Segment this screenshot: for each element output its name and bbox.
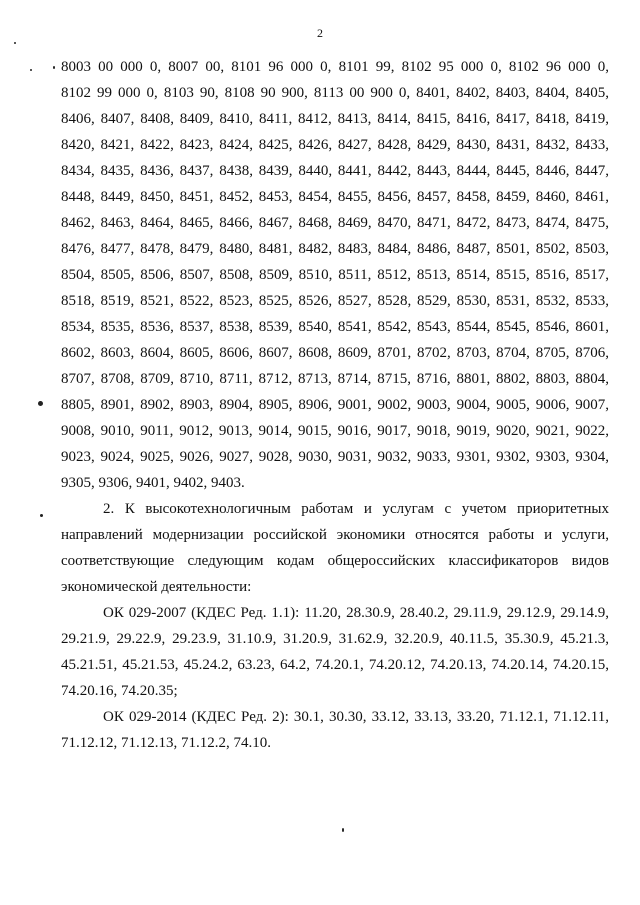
codes-line: 8406, 8407, 8408, 8409, 8410, 8411, 8412, 8413, 8414, 8415, 8416, 8417, 8418, 8419,	[61, 111, 609, 127]
okved-2007-line: ОК 029-2007 (КДЕС Ред. 1.1): 11.20, 28.30.9, 28.40.2, 29.11.9, 29.12.9, 29.14.9,	[103, 605, 609, 621]
codes-line: 8434, 8435, 8436, 8437, 8438, 8439, 8440, 8441, 8442, 8443, 8444, 8445, 8446, 8447,	[61, 163, 609, 179]
codes-line: 8518, 8519, 8521, 8522, 8523, 8525, 8526, 8527, 8528, 8529, 8530, 8531, 8532, 8533,	[61, 293, 609, 309]
section2-line: направлений модернизации российской экономики относятся работы и услуги,	[61, 527, 609, 543]
codes-line: 9008, 9010, 9011, 9012, 9013, 9014, 9015, 9016, 9017, 9018, 9019, 9020, 9021, 9022,	[61, 423, 609, 439]
codes-line: 8420, 8421, 8422, 8423, 8424, 8425, 8426, 8427, 8428, 8429, 8430, 8431, 8432, 8433,	[61, 137, 609, 153]
scan-speck	[14, 42, 16, 44]
okved-2007-line: 45.21.51, 45.21.53, 45.24.2, 63.23, 64.2, 74.20.1, 74.20.12, 74.20.13, 74.20.14, 74.20.15,	[61, 657, 609, 673]
codes-line: 8102 99 000 0, 8103 90, 8108 90 900, 8113 00 900 0, 8401, 8402, 8403, 8404, 8405,	[61, 85, 609, 101]
scan-speck	[40, 514, 43, 517]
codes-line: 8448, 8449, 8450, 8451, 8452, 8453, 8454, 8455, 8456, 8457, 8458, 8459, 8460, 8461,	[61, 189, 609, 205]
codes-line: 8462, 8463, 8464, 8465, 8466, 8467, 8468, 8469, 8470, 8471, 8472, 8473, 8474, 8475,	[61, 215, 609, 231]
codes-line: 8602, 8603, 8604, 8605, 8606, 8607, 8608, 8609, 8701, 8702, 8703, 8704, 8705, 8706,	[61, 345, 609, 361]
okved-2007-line: 74.20.16, 74.20.35;	[61, 683, 178, 699]
scan-speck	[38, 401, 43, 406]
codes-line: 8534, 8535, 8536, 8537, 8538, 8539, 8540, 8541, 8542, 8543, 8544, 8545, 8546, 8601,	[61, 319, 609, 335]
scan-speck	[342, 828, 344, 832]
codes-line: 8504, 8505, 8506, 8507, 8508, 8509, 8510, 8511, 8512, 8513, 8514, 8515, 8516, 8517,	[61, 267, 609, 283]
page-number: 2	[317, 26, 323, 40]
section2-line: 2. К высокотехнологичным работам и услугам с учетом приоритетных	[103, 501, 609, 517]
scan-speck	[53, 66, 55, 69]
okved-2014-line: 71.12.12, 71.12.13, 71.12.2, 74.10.	[61, 735, 271, 751]
okved-2007-line: 29.21.9, 29.22.9, 29.23.9, 31.10.9, 31.20.9, 31.62.9, 32.20.9, 40.11.5, 35.30.9, 45.21.3,	[61, 631, 609, 647]
codes-line: 9023, 9024, 9025, 9026, 9027, 9028, 9030, 9031, 9032, 9033, 9301, 9302, 9303, 9304,	[61, 449, 609, 465]
section2-line: экономической деятельности:	[61, 579, 252, 595]
okved-2014-line: ОК 029-2014 (КДЕС Ред. 2): 30.1, 30.30, 33.12, 33.13, 33.20, 71.12.1, 71.12.11,	[103, 709, 609, 725]
codes-line: 9305, 9306, 9401, 9402, 9403.	[61, 475, 245, 491]
codes-line: 8003 00 000 0, 8007 00, 8101 96 000 0, 8101 99, 8102 95 000 0, 8102 96 000 0,	[61, 59, 609, 75]
codes-line: 8805, 8901, 8902, 8903, 8904, 8905, 8906, 9001, 9002, 9003, 9004, 9005, 9006, 9007,	[61, 397, 609, 413]
scan-speck	[30, 69, 32, 71]
section2-line: соответствующие следующим кодам общероссийских классификаторов видов	[61, 553, 609, 569]
codes-line: 8707, 8708, 8709, 8710, 8711, 8712, 8713, 8714, 8715, 8716, 8801, 8802, 8803, 8804,	[61, 371, 609, 387]
codes-line: 8476, 8477, 8478, 8479, 8480, 8481, 8482, 8483, 8484, 8486, 8487, 8501, 8502, 8503,	[61, 241, 609, 257]
